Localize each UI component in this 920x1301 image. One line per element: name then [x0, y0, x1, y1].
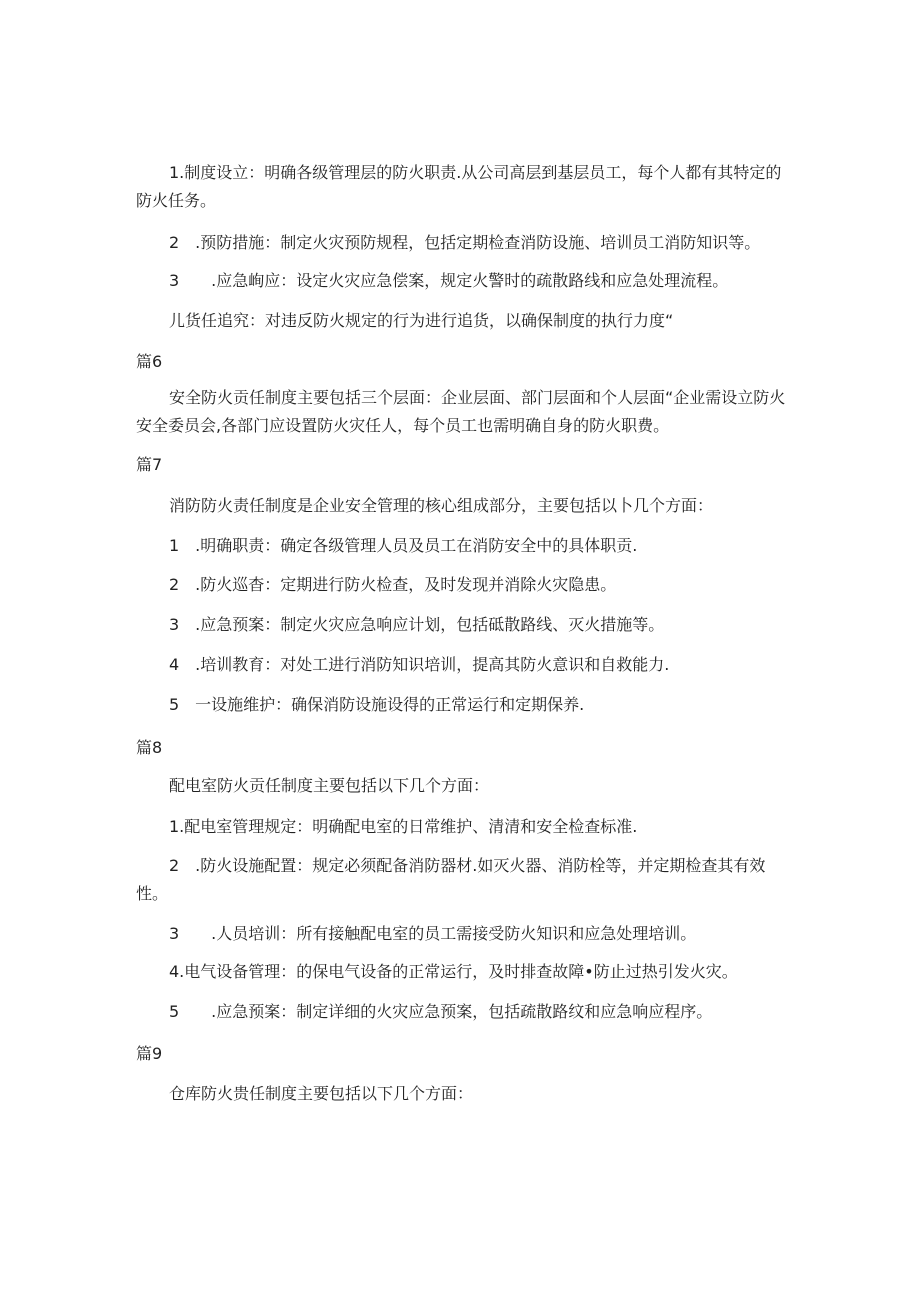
section-heading-7: 篇7 — [136, 455, 163, 474]
paragraph-5: 安全防火贡任制度主要包括三个层面：企业层面、部门层面和个人层面“企业需设立防火安全委员会,各部门应设置防火灾任人，每个员工也需明确自身的防火职费。 — [136, 388, 786, 435]
paragraph-14: 2 .防火设施配置：规定必须配备消防器材.如灭火器、消防栓等，并定期检查其有效性。 — [136, 856, 766, 903]
paragraph-12: 配电室防火贡任制度主要包括以下几个方面： — [169, 776, 490, 795]
paragraph-1: 1.制度设立：明确各级管理层的防火职责.从公司高层到基层员工，每个人都有其特定的防火任务。 — [136, 163, 782, 210]
paragraph-6: 消防防火责任制度是企业安全管理的核心组成部分，主要包括以卜几个方面： — [169, 496, 714, 515]
paragraph-3: 3 .应急峋应：设定火灾应急偿案，规定火警时的疏散路线和应急处理流程。 — [169, 271, 729, 290]
paragraph-2: 2 .预防措施：制定火灾预防规程，包括定期检查消防设施、培训员工消防知识等。 — [169, 233, 761, 252]
paragraph-10: 4 .培训教育：对处工进行消防知识培训，提高其防火意识和自救能力. — [169, 655, 670, 674]
paragraph-13: 1.配电室管理规定：明确配电室的日常维护、清清和安全检查标准. — [169, 817, 638, 836]
paragraph-4: 儿货任追究：对违反防火规定的行为进行追货，以确保制度的执行力度“ — [169, 311, 674, 330]
paragraph-11: 5 一设施维护：确保消防设施设得的正常运行和定期保养. — [169, 695, 585, 714]
section-heading-6: 篇6 — [136, 352, 163, 371]
paragraph-17: 5 .应急预案：制定详细的火灾应急预案，包括疏散路纹和应急响应程序。 — [169, 1002, 713, 1021]
paragraph-16: 4.电气设备管理：的保电气设备的正常运行，及时排查故障•防止过热引发火灾。 — [169, 962, 738, 981]
paragraph-18: 仓库防火贵任制度主要包括以下几个方面： — [169, 1084, 474, 1103]
paragraph-7: 1 .明确职责：确定各级管理人员及员工在消防安全中的具体职贡. — [169, 536, 638, 555]
paragraph-15: 3 .人员培训：所有接触配电室的员工需接受防火知识和应急处理培训。 — [169, 924, 697, 943]
section-heading-9: 篇9 — [136, 1044, 163, 1063]
section-heading-8: 篇8 — [136, 738, 163, 757]
paragraph-8: 2 .防火巡杳：定期进行防火检查，及时发现并消除火灾隐患。 — [169, 575, 617, 594]
paragraph-9: 3 .应急预案：制定火灾应急响应计划，包括砥散路线、灭火措施等。 — [169, 615, 665, 634]
